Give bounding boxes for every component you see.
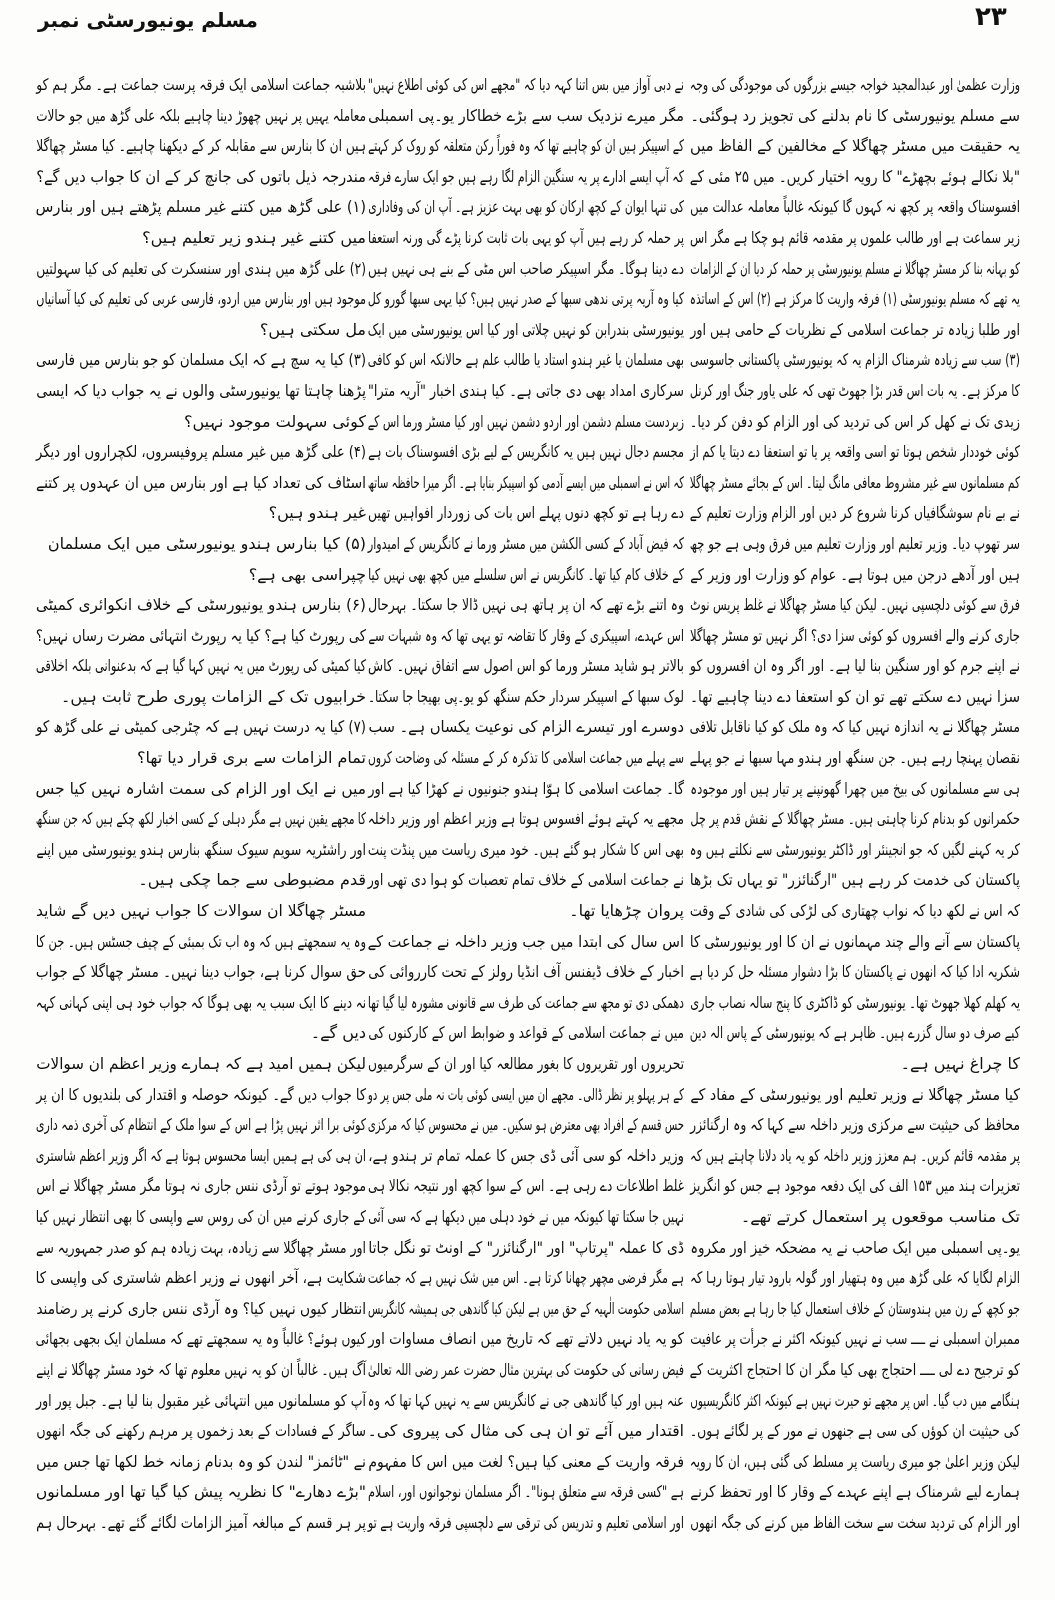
text-line: مسٹر چھاگلا ان سوالات کا جواب نہیں دیں گے شاید (36, 901, 366, 921)
text-line: قدم مضبوطی سے جما چکی ہیں۔ (138, 870, 366, 890)
text-line: مجسم دجال نہیں ہیں یہ کانگریس کے لیے بڑی افسوسناک بات ہے (368, 442, 684, 462)
text-line: (۶) بنارس ہندو یونیورسٹی کے خلاف انکوائری کمیٹی (35, 595, 366, 615)
text-line: کے ہر پہلو پر نظر ڈالی۔ مجھے ان میں ایسی کوئی بات نہ ملی جس پر دو (367, 1084, 684, 1104)
text-line: وہ یہ سمجھتے ہیں کہ وہ اب تک بمبئی کے چیف جسٹس ہیں۔ جن کا (35, 931, 366, 951)
text-line: لیکن ہمیں امید ہے کہ ہمارے وزیر اعظم ان سوالات (36, 1054, 366, 1073)
text-line: مگر میرے نزدیک سب سے بڑے خطاکار یو۔پی اسمبلی (368, 105, 684, 125)
text-line: ہیں ان کا بنارس سے مقابلہ کر کے دیکھنا چاہیے۔ کیا مسٹر چھاگلا (36, 136, 367, 156)
text-line: کو ترجیح دے لی ــــ احتجاج بھی کیا مگر ان کا احتجاج اکثریت کے (689, 1359, 1020, 1379)
text-line: سرکاری امداد بھی دی جاتی ہے۔ کیا ہندی اخبار "آریہ مترا" (368, 380, 684, 400)
text-line: (۴) علی گڑھ میں غیر مسلم پروفیسروں، لکچراروں اور دیگر (36, 442, 366, 462)
text-line: انتظار کیوں نہیں کیا؟ وہ آرڈی ننس جاری کرنے پر رضامند (36, 1298, 366, 1318)
text-line: آگ ہیں۔ غالباً ان کو یہ نہیں معلوم تھا کہ خود مسٹر چھاگلا نے اپنے (36, 1359, 366, 1379)
text-line: اخبار کے خلاف ڈیفنس آف انڈیا رولز کے تحت کارروائی کی (368, 962, 684, 982)
text-line: میں نے جماعت اسلامی کے قواعد و ضوابط اس کے کارکنوں کی (368, 1023, 684, 1043)
text-line: ہے "کسی فرقہ سے متعلق ہونا"۔ اگر مسلمان نوجوانوں اور، اسلام (368, 1482, 684, 1502)
text-line: پر ہر قسم کے مبالغہ آمیز الزامات لگائے گئے تھے۔ بہرحال ہم (36, 1512, 367, 1532)
text-line: اسلامی حکومت الٰہیہ کے حق میں ہے لیکن کیا گاندھی جی ہمیشہ کانگریس (367, 1298, 684, 1318)
text-line: کے جاری کرنے میں ان کی روس سے واپسی کا بھی انتظار نہیں کیا (35, 1206, 367, 1226)
text-line: گا۔ جماعت اسلامی کا ہوّا ہندو جنونیوں نے کھڑا کیا ہے اور (368, 778, 684, 798)
text-line: کا جواب دیں گے۔ کیونکہ حوصلہ و اقتدار کی بلندیوں کا ان پر (36, 1084, 366, 1104)
text-line: فرق سے کوئی دلچسپی نہیں۔ لیکن کیا مسٹر چھاگلا نے غلط پریس نوٹ (690, 595, 1020, 615)
text-line: مجھے یہ کہتے ہوئے افسوس ہوتا ہے وزیر اعظم اور وزیر داخلہ (367, 809, 684, 829)
text-line: سے مسلم یونیورسٹی کا نام بدلنے کی تجویز رد ہوگئی۔ (690, 105, 1020, 125)
text-line: یہ تھے کہ مسلم یونیورسٹی (۱) فرقہ واریت کا مرکز ہے (۲) اس کے اساتذہ (689, 289, 1020, 309)
text-line: تعزیرات ہند میں ۱۵۳ الف کی ایک دفعہ موجود ہے جس کو انگریز (690, 1176, 1020, 1196)
text-line: فرقہ واریت کے معنی کیا ہیں؟ لغت میں اس کا مفہوم (368, 1451, 684, 1471)
text-line: کہ آپ ایسے ادارے پر یہ سنگین الزام لگا رہے ہیں جو ایک سارے فرقہ (368, 166, 684, 186)
column-middle (368, 70, 684, 1539)
text-line: دیں گے۔ (310, 1023, 366, 1043)
text-line: اور الزام کی تردید سخت سے سخت الفاظ میں کرنے کی جگہ انھوں (690, 1512, 1020, 1532)
text-line: (۵) کیا بنارس ہندو یونیورسٹی میں ایک مسلمان (47, 533, 366, 553)
text-line: حق سوال کرنا ہے، جواب دینا نہیں۔ مسٹر چھاگلا کے جواب (35, 962, 366, 982)
text-line: ہے مگر فرضی مچھر چھانا کرتا ہے۔ اس میں شک نہیں ہے کہ جماعت (367, 1268, 684, 1288)
text-line: اقتدار میں آئے تو ان ہی کی مثال کی پیروی کی۔ (367, 1421, 684, 1441)
text-line: بھی مسلمان یا غیر ہندو استاد یا طالب علم ہے حالانکہ اس کو کافی (367, 350, 684, 370)
text-line: نہ دینے کا ایک سبب یہ بھی ہوگا کہ جواب خود ہی اپنی کہانی کہہ (35, 992, 367, 1012)
text-line: مل سکتی ہیں؟ (259, 319, 366, 339)
text-line: نے "ٹائمز" لندن کو وہ بدنام زمانہ خط لکھا تھا جس میں (36, 1451, 366, 1471)
text-line: حکمرانوں کو بدنام کرنا چاہتی ہیں۔ مسٹر چھاگلا کے نقش قدم پر چل (690, 809, 1020, 829)
text-line: جو کچھ کے رن میں ہندوستان کے خلاف استعمال کیا جا رہا ہے بعض مسلم (689, 1298, 1020, 1318)
text-line: پروان چڑھایا تھا۔ (569, 901, 684, 921)
text-line: غیر ہندو ہیں؟ (268, 503, 366, 523)
text-line: (۲) علی گڑھ میں ہندی اور سنسکرت کی تعلیم کی کیا سہولتیں (36, 258, 366, 278)
text-line: حس قسم کے افراد بھی معترض ہو سکیں۔ میں نے محسوس کیا کہ مرکزی (367, 1115, 684, 1135)
text-line: کوئی سہولت موجود نہیں؟ (183, 411, 366, 431)
text-line: یہ حقیقت میں مسٹر چھاگلا کے مخالفین کے الفاظ میں (690, 136, 1020, 156)
text-line: موجود ہوتے تو آرڈی ننس جاری نہ ہوتا مگر مسٹر چھاگلا نے اس (36, 1176, 366, 1196)
text-line: پر حملہ کر رہے ہیں آپ کو یہی بات ثابت کرنا پڑے گی ورنہ استعفا (367, 227, 684, 247)
text-line: (۳) کیا یہ سچ ہے کہ ایک مسلمان کو جو بنارس میں فارسی (35, 350, 366, 370)
text-line: کی تنہا ایوان کے کچھ ارکان کو بھی بہت عزیز ہے۔ آپ ان کی وفاداری (368, 197, 684, 217)
text-line: کی رپورٹ کیا ہے؟ کیا یہ رپورٹ انتہائی مضرت رساں نہیں؟ (35, 625, 366, 645)
text-line: کہ فیض آباد کے کسی الکشن میں مسٹر ورما نے کانگریس کے امیدوار (367, 533, 684, 553)
text-line: کیا وہ آریہ پرتی ندھی سبھا کے صدر نہیں ہیں؟ کیا یہی سبھا گورو کل (367, 289, 684, 309)
text-line: غلط اطلاعات دے رہی ہے۔ اس کے سوا کچھ اور نتیجہ نکالا ہی (367, 1176, 684, 1196)
text-line: فیض رسانی کی حکومت کی بہترین مثال حضرت عمر رضی اللہ تعالیٰ (367, 1359, 684, 1379)
text-line: نے اپنے جرم کو اور سنگین بنا لیا ہے۔ اور اگر وہ ان افسروں کو (689, 656, 1020, 676)
text-line: کر یہ کہنے لگیں کہ جو انجینئر اور ڈاکٹر یونیورسٹی سے نکلتے ہیں وہ (689, 839, 1020, 859)
text-line: کو بہانہ بنا کر مسٹر چھاگلا نے مسلم یونیورسٹی پر حملہ کر دیا ان کے الزامات (690, 258, 1020, 278)
text-line: پڑھنا چاہتا تھا یونیورسٹی والوں نے یہ جواب دیا کہ ایسی (36, 380, 366, 400)
text-line: اور راشٹریہ سویم سیوک سنگھ بنارس ہندو یونیورسٹی میں اپنے (36, 839, 366, 859)
text-line: افسوسناک واقعہ پر کچھ نہ کہوں گا کیونکہ غالباً معاملہ عدالت میں (690, 197, 1020, 217)
text-line: بلاشبہ جماعت اسلامی ایک فرقہ پرست جماعت ہے۔ مگر ہم کو (36, 75, 366, 94)
text-line: ڈی کا عملہ "پرتاپ" اور "ارگنائزر" کے اونٹ تو نگل جاتا (368, 1237, 684, 1257)
text-line: مندرجہ ذیل باتوں کی جانچ کر کے ان کا جواب دیں گے؟ (36, 166, 366, 186)
text-line: کا چراغ نہیں ہے۔ (900, 1054, 1020, 1073)
text-line: زیر سماعت ہے اور طالب علموں پر مقدمہ قائم ہو چکا ہے مگر اس (690, 227, 1020, 247)
text-line: خرابیوں تک کے الزامات پوری طرح ثابت ہیں۔ (60, 686, 366, 706)
text-line: وزیر داخلہ کو سی آئی ڈی جس کا عملہ تمام تر ہندو ہے، (368, 1145, 684, 1165)
text-line: پاکستان سے آنے والے چند مہمانوں نے ان کا اور یونیورسٹی کا (689, 931, 1020, 951)
text-line: "بڑے دھارے" کا نظریہ پیش کیا گیا تھا اور مسلمانوں (35, 1482, 366, 1502)
text-line: کیوں ہوئے؟ غالباً وہ یہ سمجھتے تھے کہ مسلمان ایک بجھی بجھائی (35, 1329, 367, 1349)
text-line: سر تھوپ دیا۔ وزیر تعلیم اور وزارت تعلیم میں فرق وہی ہے جو چھ (689, 533, 1020, 553)
text-line: ہنگامے میں دب گیا۔ اس پر مجھے تو حیرت نہیں ہے کیونکہ اکثر کانگریسیوں (690, 1390, 1020, 1410)
text-line: دے دینا ہوگا۔ مگر اسپیکر صاحب اس مٹی کے بنے ہی نہیں ہیں (367, 258, 684, 278)
text-line: کا مرکز ہے۔ یہ بات اس قدر بڑا جھوٹ تھی کہ علی یاور جنگ اور کرنل (689, 380, 1020, 400)
text-line: جاری کرنے والے افسروں کو کوئی سزا دی؟ اگر نہیں تو مسٹر چھاگلا (689, 625, 1020, 645)
text-line: اسٹاف کی تعداد کیا ہے اور بنارس میں ان عہدوں پر کتنے (35, 472, 367, 492)
column-right (690, 70, 1020, 1539)
text-line: ساگر کے فسادات کے بعد زخموں پر مرہم رکھنے کی جگہ انھوں (36, 1421, 367, 1441)
text-line: ہیں اور آدھے درجن میں ہوتا ہے۔ عوام کو وزارت اور وزیر کے (690, 564, 1020, 584)
text-line: یہ کھلم کھلا جھوٹ تھا۔ یونیورسٹی کو ڈاکٹری کا پنج سالہ نصاب جاری (690, 992, 1020, 1012)
text-line: سزا نہیں دے سکتے تھے تو ان کو استعفا دے دینا چاہیے تھا۔ (689, 686, 1020, 706)
text-line: ہی سے مسلمانوں کی بیخ میں چھرا گھونپنے پر تیار ہیں اور موجودہ (690, 778, 1020, 798)
text-line: وہ اتنے بڑے تھے کہ ان پر ہاتھ ہی نہیں ڈالا جا سکتا۔ بہرحال (368, 595, 684, 615)
text-line: محافظ کی حیثیت سے مرکزی وزیر داخلہ سے کہا کہ وہ ارگنائزر (690, 1115, 1020, 1135)
text-line: الزام لگایا کہ علی گڑھ میں وہ ہتھیار اور گولہ بارود تیار ہوتا رہا کہ (690, 1268, 1020, 1288)
text-line: (۱) علی گڑھ میں کتنے غیر مسلم پڑھتے ہیں اور بنارس (35, 197, 366, 217)
text-line: چپراسی بھی ہے؟ (248, 564, 366, 584)
text-line: پر مقدمہ قائم کریں۔ ہم معزز وزیر داخلہ کو یہ یاد دلانا چاہتے ہیں کہ (690, 1145, 1020, 1165)
text-line: موجود ہیں اور بنارس میں اردو، فارسی عربی کی تعلیم کی کیا آسانیاں (36, 289, 367, 309)
text-line: کہ اس نے اسمبلی میں ایسے آدمی کو اسپیکر بنایا ہے۔ اگر میرا حافظہ ساتھ (367, 472, 684, 492)
text-line: ممبران اسمبلی نے ــــ سب نے نہیں کیونکہ اکثر نے جرأت پر عافیت (690, 1329, 1020, 1349)
text-line: نے جماعت اسلامی کے خلاف تمام تعصبات کو ہوا دی تھی اور (367, 870, 684, 890)
page-number: ۲۳ (975, 2, 1007, 32)
text-line: میں کتنے غیر ہندو زیر تعلیم ہیں؟ (142, 227, 366, 247)
text-line: کے اسپیکر ہیں ان کو چاہیے تھا کہ وہ فوراً رکن متعلقہ کو روک کر کہتے (368, 136, 684, 156)
text-line: دھمکی دی تو مجھ سے جماعت کی طرف سے قانونی مشورہ لیا گیا تھا (367, 992, 684, 1012)
text-line: تک مناسب موقعوں پر استعمال کرتے تھے۔ (740, 1206, 1020, 1226)
running-header-title: مسلم یونیورسٹی نمبر (38, 8, 258, 32)
text-line: اور طلبا زیادہ تر جماعت اسلامی کے نظریات کے حامی ہیں اور (690, 319, 1020, 339)
text-line: لوک سبھا کے اسپیکر سردار حکم سنگھ کو یو۔پی بھیجا جا سکتا۔ (368, 686, 684, 706)
text-line: کو یہ یاد نہیں دلاتے تھے کہ تاریخ میں انصاف مساوات اور (368, 1329, 684, 1349)
text-line: اس عہدے، اسپیکری کے وقار کا تقاضہ تو یہی تھا کہ وہ شبہات سے (368, 625, 684, 645)
text-line: دوسرے اور تیسرے الزام کی نوعیت یکساں ہے۔ سب (368, 717, 684, 737)
text-line: مسٹر چھاگلا نے یہ اندازہ نہیں کیا کہ وہ ملک کو کیا ناقابل تلافی (689, 717, 1020, 737)
text-line: شکایت ہے، آخر انھوں نے وزیر اعظم شاستری کی واپسی کا (35, 1268, 366, 1288)
text-line: "بلا نکالے ہوئے بچھڑے" کا رویہ اختیار کریں۔ میں ۲۵ مئی کے (689, 166, 1020, 186)
text-line: (۳) سب سے زیادہ شرمناک الزام یہ کہ یونیورسٹی پاکستانی جاسوسی (690, 350, 1020, 370)
text-line: کے خلاف کام کیا تھا۔ کانگریس نے اس سلسلے میں کچھ بھی نہیں کیا (368, 564, 684, 584)
text-line: کیا مسٹر چھاگلا نے وزیر تعلیم اور یونیورسٹی کے مفاد کے (690, 1084, 1020, 1104)
text-line: بھی اس کا شکار ہو گئے ہیں۔ خود میری ریاست میں پنڈت پنت (367, 839, 684, 859)
text-line: ان ہی کی ہے ہمیں ایسا محسوس ہوتا ہے کہ اگر وزیر اعظم شاستری (35, 1145, 366, 1165)
text-line: عنہ ہیں اور کیا گاندھی جی نے کانگریس سے یہ نہیں کہا تھا کہ وہ (367, 1390, 684, 1410)
text-line: نے دبی آواز میں بس اتنا کہہ دیا کہ "مجھے اس کی کوئی اطلاع نہیں" (367, 75, 684, 94)
text-line: اس سال کی ابتدا میں جب وزیر داخلہ نے جماعت کے (367, 931, 684, 951)
text-line: یو۔پی اسمبلی میں ایک صاحب نے یہ مضحکہ خیز اور مکروہ (690, 1237, 1020, 1257)
text-line: کیا کمیٹی کی رپورٹ میں یہ نہیں کہا گیا ہے کہ بدعنوانی بلکہ اخلاقی (35, 656, 366, 676)
text-line: تحریروں اور تقریروں کا بغور مطالعہ کیا اور ان کے سرگرمیوں (368, 1054, 684, 1073)
text-line: آپ کو مسلمانوں میں انتہائی غیر مقبول بنا لیا ہے۔ جبل پور اور (36, 1390, 366, 1410)
text-line: وزارت عظمیٰ اور عبدالمجید خواجہ جیسے بزرگوں کی موجودگی کی وجہ (689, 75, 1020, 94)
text-line: زبردست مسلم دشمن اور اردو دشمن نہیں اور کیا مسٹر ورما اس کے (367, 411, 684, 431)
text-line: بالاتر ہو شاید مسٹر ورما کو اس اصول سے اتفاق نہیں۔ کاش (368, 656, 684, 676)
text-line: اور اسلامی تعلیم و تدریس کی ترقی سے دلچسپی فرقہ واریت ہے تو (367, 1512, 684, 1532)
text-line: (۷) کیا یہ درست نہیں ہے کہ چٹرجی کمیٹی نے علی گڑھ کو (36, 717, 366, 737)
text-line: یونیورسٹی بندرابن کو نہیں چلاتی اور کیا اس یونیورسٹی میں ایک (367, 319, 684, 339)
text-line: زیدی تک نے کھل کر اس کی تردید کی اور الزام کو دفن کر دیا۔ (689, 411, 1020, 431)
text-line: کم مسلمانوں سے غیر مشروط معافی مانگ لیتا۔ اس کے بجائے مسٹر چھاگلا (689, 472, 1020, 492)
text-line: کی حیثیت ان کوؤں کی سی ہے جنھوں نے مور کے پر لگائے ہوں۔ (689, 1421, 1020, 1441)
text-line: نقصان پہنچا رہے ہیں۔ جن سنگھ اور ہندو مہا سبھا نے جو پہلے (689, 748, 1020, 768)
text-line: کا مجھے یقین نہیں ہے مگر دہلی کے کسی اخبار لکھ چکے ہیں کہ جن سنگھ (35, 809, 366, 829)
text-line: کہ اس نے لکھ دیا کہ نواب چھتاری کی لڑکی کی شادی کے وقت (689, 901, 1020, 921)
text-line: نہیں جا سکتا تھا کیونکہ میں نے خود دہلی میں دیکھا ہے کہ سی آئی (368, 1206, 684, 1226)
text-line: کوئی برا اثر نہیں پڑا ہے اس کے سوا ملک کے انتظام کی آخری ذمہ داری (35, 1115, 366, 1135)
text-line: نے بے نام سوشگافیاں کرنا شروع کر دیں اور الزام وزارت تعلیم کے (689, 503, 1020, 523)
text-line: شکریہ ادا کیا کہ انھوں نے پاکستان کا بڑا دشوار مسئلہ حل کر دیا ہے (689, 962, 1020, 982)
text-line: کیے صرف دو سال گزرے ہیں۔ ظاہر ہے کہ یونیورسٹی کے پاس الہ دین (689, 1023, 1020, 1043)
text-line: لیکن وزیر اعلیٰ جو میری ریاست پر مسلط کی گئی ہیں، ان کا رویہ (689, 1451, 1020, 1471)
text-line: سے پہلے میں جماعت اسلامی کا تذکرہ کر کے مسئلہ کی وضاحت کروں (367, 748, 684, 768)
column-left (36, 70, 366, 1539)
text-line: تمام الزامات سے بری قرار دیا تھا؟ (137, 748, 366, 768)
text-line: دے رہا ہے تو کچھ دنوں پہلے اس بات کی زوردار افواہیں تھیں (368, 503, 684, 523)
text-line: ہمارے لیے شرمناک ہے اپنے عہدے کے وقار کا اور تحفظ کرنے (690, 1482, 1020, 1502)
text-line: میں نے ایک اور الزام کی سمت اشارہ نہیں کیا جس (35, 778, 366, 798)
text-line: معاملہ یہیں پر نہیں چھوڑ دینا چاہیے بلکہ علی گڑھ میں جو حالات (36, 105, 366, 125)
text-line: اور مسٹر چھاگلا سے زیادہ، بہت زیادہ ہم کو صدر جمہوریہ سے (36, 1237, 366, 1257)
text-line: پاکستان کی خدمت کر رہے ہیں "ارگنائزر" تو یہاں تک بڑھا (689, 870, 1020, 890)
text-line: کوئی خوددار شخص ہوتا تو اسی واقعہ پر یا تو استعفا دے دیتا یا کم از (690, 442, 1020, 462)
